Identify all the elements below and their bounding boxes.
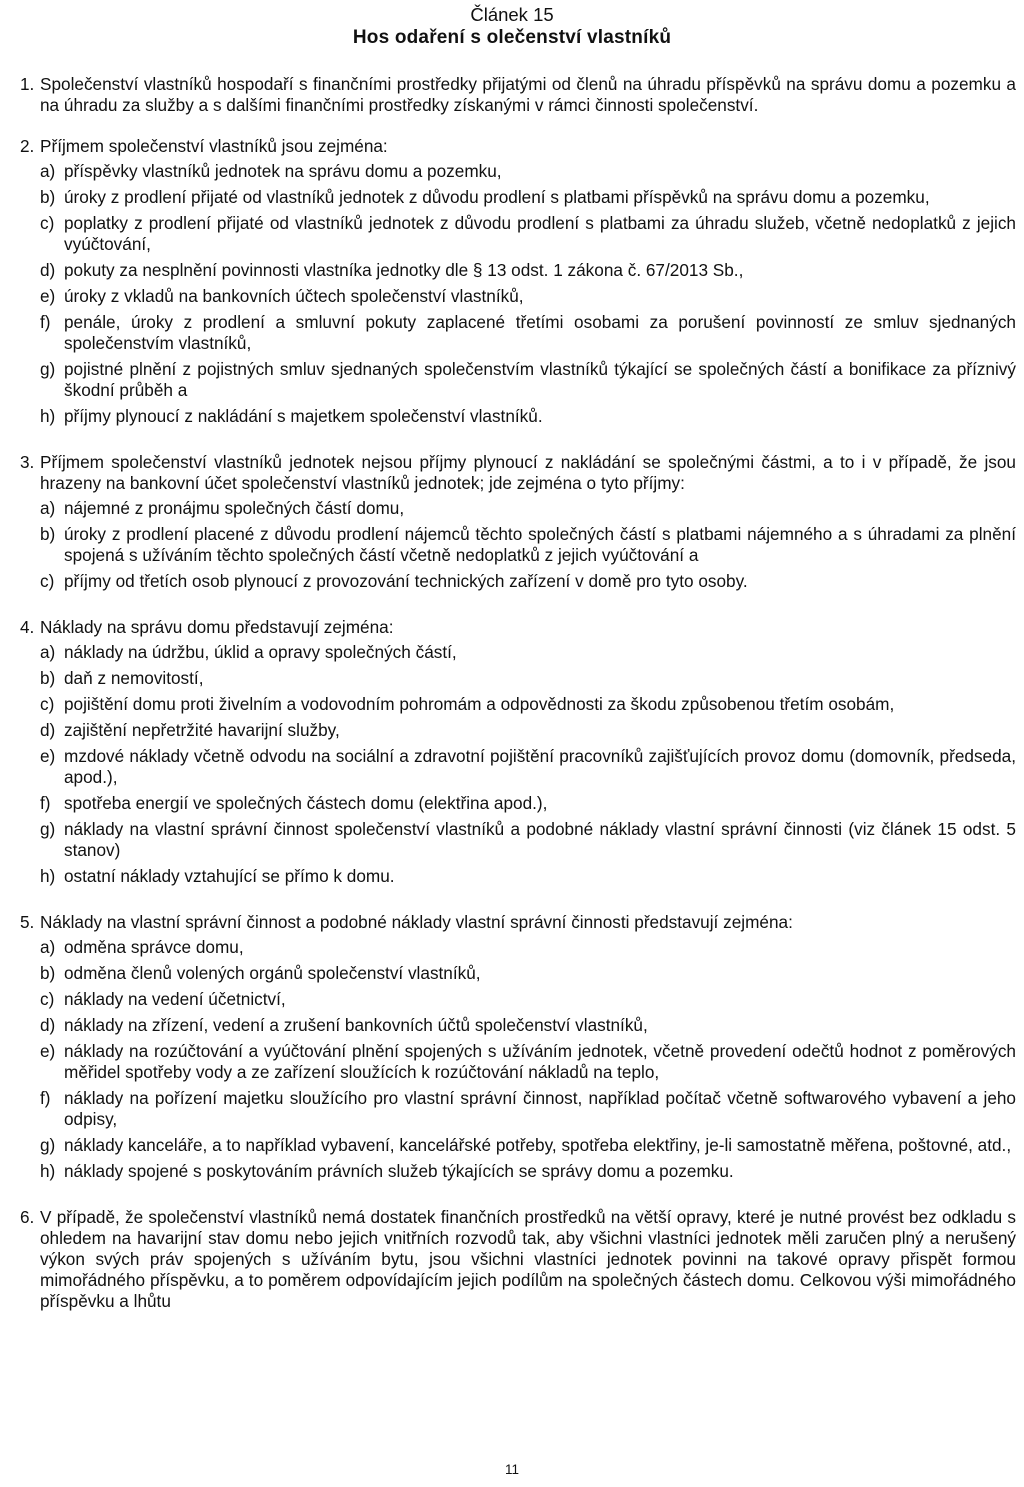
section-text: Společenství vlastníků hospodaří s finančními prostředky přijatými od členů na úhradu příspěvků na správu domu a pozemku a na úhradu za služby a s dalšími finančními prostředky získanými v rámci činnosti společenství. — [40, 74, 1016, 115]
section-4 — [20, 617, 1016, 892]
item-letter: a) — [40, 498, 56, 518]
section-text: Příjmem společenství vlastníků jednotek nejsou příjmy plynoucí z nakládání se společnými částmi, a to i v případě, že jsou hrazeny na bankovní účet společenství vlastníků jednotek; jde zejména o tyto příjmy: — [40, 452, 1016, 493]
item-list — [20, 161, 1016, 427]
item-text: nájemné z pronájmu společných částí domu, — [64, 498, 405, 518]
section-text: V případě, že společenství vlastníků nemá dostatek finančních prostředků na větší opravy, které je nutné provést bez odkladu s ohledem na havarijní stav domu nebo jejich vnitřních rozvodů tak, aby všichni vlastníci jednotek měli zaručen plný a nerušený výkon svých práv spojených s užíváním bytu, jsou všichni vlastníci jednotek povinni na takové opravy přispět formou mimořádného příspěvku, a to poměrem odpovídajícím jejich podílům na společných částech domu. Celkovou výši mimořádného příspěvku a lhůtu — [40, 1207, 1016, 1311]
item-list — [20, 642, 1016, 887]
list-item — [20, 694, 1016, 715]
item-letter: c) — [40, 213, 55, 233]
section-content — [40, 136, 1016, 432]
list-item — [20, 989, 1016, 1010]
item-letter: d) — [40, 1015, 56, 1035]
list-item — [20, 746, 1016, 788]
list-item — [20, 668, 1016, 689]
item-list — [20, 937, 1016, 1182]
list-item — [20, 571, 1016, 592]
item-list — [20, 498, 1016, 592]
list-item — [20, 524, 1016, 566]
list-item — [20, 1135, 1016, 1156]
item-text: penále, úroky z prodlení a smluvní pokuty zaplacené třetími osobami za porušení povinností ze smluv sjednaných společenstvím vlastníků, — [64, 312, 1016, 353]
item-text: náklady kanceláře, a to například vybavení, kancelářské potřeby, spotřeba elektřiny, je-li samostatně měřena, poštovné, atd., — [64, 1135, 1012, 1155]
list-item — [20, 286, 1016, 307]
article-title: Hos odaření s olečenství vlastníků — [352, 27, 672, 48]
item-letter: h) — [40, 406, 56, 426]
item-text: poplatky z prodlení přijaté od vlastníků jednotek z důvodu prodlení s platbami za úhradu služeb, včetně nedoplatků z jejich vyúčtování, — [64, 213, 1016, 254]
section-text: Příjmem společenství vlastníků jsou zejména: — [40, 136, 388, 156]
list-item — [20, 260, 1016, 281]
item-text: náklady na vedení účetnictví, — [64, 989, 286, 1009]
item-letter: e) — [40, 286, 56, 306]
item-letter: a) — [40, 937, 56, 957]
section-3 — [20, 452, 1016, 597]
item-text: pojistné plnění z pojistných smluv sjednaných společenstvím vlastníků týkající se společných částí a bonifikace za příznivý škodní průběh a — [64, 359, 1016, 400]
article-header — [0, 0, 1024, 50]
list-item — [20, 819, 1016, 861]
section-content — [40, 912, 1016, 1187]
item-letter: g) — [40, 1135, 56, 1155]
item-text: náklady spojené s poskytováním právních služeb týkajících se správy domu a pozemku. — [64, 1161, 734, 1181]
list-item — [20, 793, 1016, 814]
list-item — [20, 1088, 1016, 1130]
item-letter: h) — [40, 1161, 56, 1181]
item-text: úroky z prodlení přijaté od vlastníků jednotek z důvodu prodlení s platbami příspěvků na správu domu a pozemku, — [64, 187, 930, 207]
item-letter: a) — [40, 161, 56, 181]
item-text: příjmy plynoucí z nakládání s majetkem společenství vlastníků. — [64, 406, 543, 426]
item-text: spotřeba energií ve společných částech domu (elektřina apod.), — [64, 793, 548, 813]
list-item — [20, 312, 1016, 354]
section-content — [40, 452, 1016, 597]
item-letter: g) — [40, 819, 56, 839]
list-item — [20, 359, 1016, 401]
item-letter: b) — [40, 963, 56, 983]
item-letter: c) — [40, 989, 55, 1009]
list-item — [20, 1015, 1016, 1036]
list-item — [20, 187, 1016, 208]
item-letter: d) — [40, 260, 56, 280]
item-text: ostatní náklady vztahující se přímo k domu. — [64, 866, 395, 886]
item-text: úroky z prodlení placené z důvodu prodlení nájemců těchto společných částí s platbami nájemného a s úhradami za plnění spojená s užíváním těchto společných částí včetně nedoplatků z jejich vyúčtování a — [64, 524, 1016, 565]
section-content — [40, 617, 1016, 892]
section-6 — [20, 1207, 1016, 1312]
item-letter: d) — [40, 720, 56, 740]
item-letter: c) — [40, 694, 55, 714]
list-item — [20, 937, 1016, 958]
section-number: 4. — [20, 617, 35, 637]
item-text: náklady na pořízení majetku sloužícího pro vlastní správní činnost, například počítač včetně softwarového vybavení a jeho odpisy, — [64, 1088, 1016, 1129]
list-item — [20, 1161, 1016, 1182]
item-letter: e) — [40, 1041, 56, 1061]
item-text: náklady na rozúčtování a vyúčtování plnění spojených s užíváním jednotek, včetně provedení odečtů hodnot z poměrových měřidel spotřeby vody a ze zařízení sloužících k rozúčtování nákladů na teplo, — [64, 1041, 1016, 1082]
item-letter: b) — [40, 524, 56, 544]
article-body — [20, 74, 1016, 1332]
section-content — [40, 74, 1016, 116]
item-text: zajištění nepřetržité havarijní služby, — [64, 720, 340, 740]
item-text: úroky z vkladů na bankovních účtech společenství vlastníků, — [64, 286, 524, 306]
item-text: náklady na zřízení, vedení a zrušení bankovních účtů společenství vlastníků, — [64, 1015, 648, 1035]
section-number: 1. — [20, 74, 35, 94]
page-number: 11 — [504, 1462, 519, 1477]
list-item — [20, 161, 1016, 182]
item-letter: a) — [40, 642, 56, 662]
item-letter: g) — [40, 359, 56, 379]
item-text: příjmy od třetích osob plynoucí z provozování technických zařízení v domě pro tyto osoby. — [64, 571, 748, 591]
section-number: 2. — [20, 136, 35, 156]
section-content — [40, 1207, 1016, 1312]
section-number: 6. — [20, 1207, 35, 1227]
item-letter: c) — [40, 571, 55, 591]
item-text: odměna správce domu, — [64, 937, 244, 957]
item-letter: b) — [40, 668, 56, 688]
section-text: Náklady na správu domu představují zejména: — [40, 617, 394, 637]
section-number: 5. — [20, 912, 35, 932]
list-item — [20, 642, 1016, 663]
section-5 — [20, 912, 1016, 1187]
item-text: pojištění domu proti živelním a vodovodním pohromám a odpovědnosti za škodu způsobenou třetím osobám, — [64, 694, 895, 714]
list-item — [20, 963, 1016, 984]
item-letter: e) — [40, 746, 56, 766]
section-number: 3. — [20, 452, 35, 472]
item-text: daň z nemovitostí, — [64, 668, 204, 688]
item-text: náklady na údržbu, úklid a opravy společných částí, — [64, 642, 457, 662]
item-text: pokuty za nesplnění povinnosti vlastníka jednotky dle § 13 odst. 1 zákona č. 67/2013 Sb., — [64, 260, 744, 280]
item-text: mzdové náklady včetně odvodu na sociální a zdravotní pojištění pracovníků zajišťujících provoz domu (domovník, předseda, apod.), — [64, 746, 1016, 787]
article-number: Článek 15 — [470, 4, 554, 25]
list-item — [20, 498, 1016, 519]
item-text: náklady na vlastní správní činnost společenství vlastníků a podobné náklady vlastní správní činnosti (viz článek 15 odst. 5 stanov) — [64, 819, 1016, 860]
section-1 — [20, 74, 1016, 116]
section-2 — [20, 136, 1016, 432]
list-item — [20, 720, 1016, 741]
list-item — [20, 866, 1016, 887]
item-letter: f) — [40, 1088, 51, 1108]
item-letter: f) — [40, 312, 51, 332]
section-text: Náklady na vlastní správní činnost a podobné náklady vlastní správní činnosti představují zejména: — [40, 912, 793, 932]
item-letter: b) — [40, 187, 56, 207]
item-text: příspěvky vlastníků jednotek na správu domu a pozemku, — [64, 161, 502, 181]
item-text: odměna členů volených orgánů společenství vlastníků, — [64, 963, 481, 983]
item-letter: h) — [40, 866, 56, 886]
list-item — [20, 1041, 1016, 1083]
list-item — [20, 213, 1016, 255]
item-letter: f) — [40, 793, 51, 813]
list-item — [20, 406, 1016, 427]
